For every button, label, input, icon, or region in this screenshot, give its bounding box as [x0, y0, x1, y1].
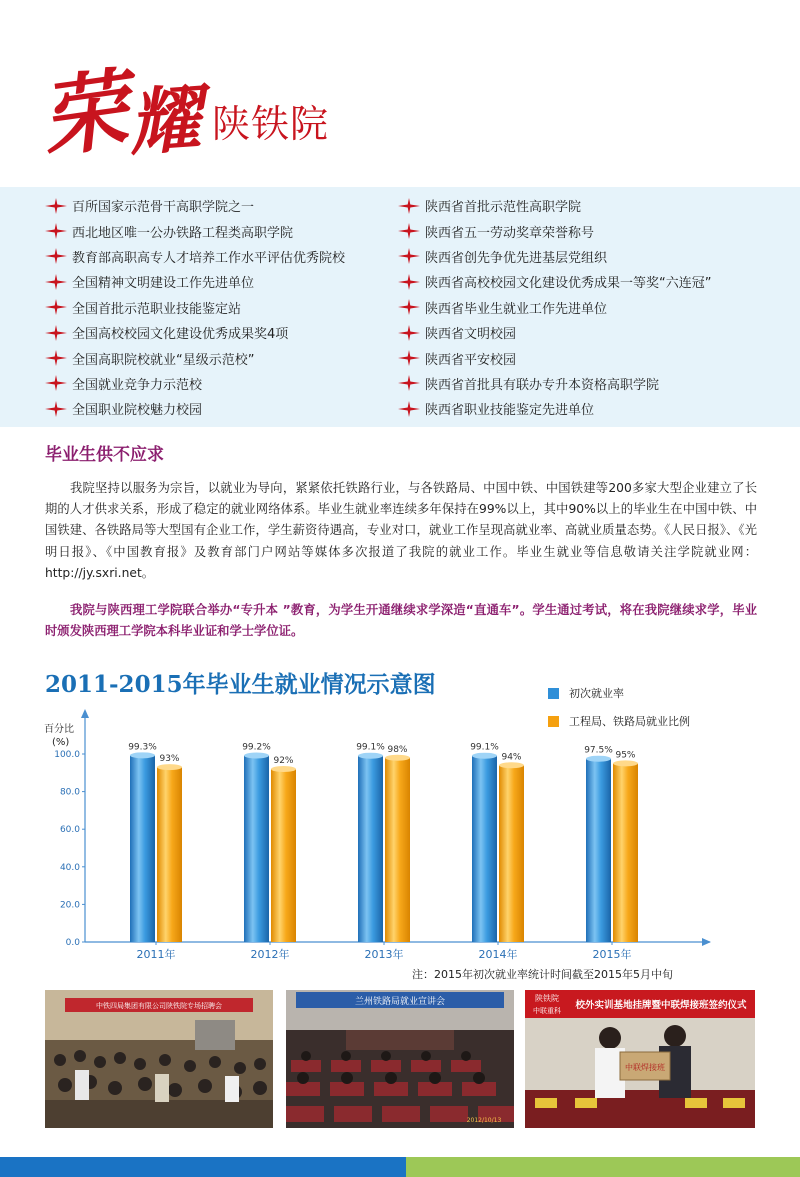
photo1-banner-text: 中铁四局集团有限公司陕铁院专场招聘会 — [96, 1002, 222, 1010]
upgrade-paragraph: 我院与陕西理工学院联合举办“专升本 ”教育，为学生开通继续求学深造“直通车”。学生通过考试，将在我院继续求学，毕业时颁发陕西理工学院本科毕业证和学士学位证。 — [45, 603, 757, 639]
star-bullet-icon — [45, 325, 67, 341]
bar-value-label: 97.5% — [584, 745, 613, 756]
star-bullet-icon — [398, 325, 420, 341]
honor-item — [398, 396, 711, 421]
honor-text: 陕西省首批具有联办专升本资格高职学院 — [425, 377, 660, 393]
bar-top-cap — [472, 753, 497, 759]
bar-railway-ratio — [499, 765, 524, 942]
chart-title: 2011-2015年毕业生就业情况示意图 — [45, 671, 436, 698]
photo3-banner-main: 校外实训基地挂牌暨中联焊接班签约仪式 — [575, 1000, 747, 1011]
honor-text: 百所国家示范骨干高职学院之一 — [72, 200, 255, 216]
star-bullet-icon — [45, 401, 67, 417]
title-char-2: 耀 — [125, 75, 204, 166]
photo-railway-briefing — [286, 990, 514, 1128]
honor-text: 全国首批示范职业技能鉴定站 — [72, 301, 242, 317]
bar-top-cap — [130, 752, 155, 758]
bar-value-label: 98% — [387, 744, 408, 755]
bar-top-cap — [271, 766, 296, 772]
bar-top-cap — [586, 756, 611, 762]
bar-top-cap — [499, 762, 524, 768]
honor-text: 陕西省毕业生就业工作先进单位 — [425, 301, 608, 317]
x-tick-label: 2014年 — [478, 948, 518, 960]
honor-item — [398, 320, 711, 345]
honor-text: 陕西省五一劳动奖章荣誉称号 — [425, 225, 595, 241]
honor-text: 全国高校校园文化建设优秀成果奖4项 — [72, 327, 289, 343]
employment-paragraph: 我院坚持以服务为宗旨，以就业为导向，紧紧依托铁路行业，与各铁路局、中国中铁、中国铁建等200多家大型企业建立了长期的人才供求关系，形成了稳定的就业网络体系。毕业生就业率连续多年保持在99%以上，其中90%以上的毕业生在中国中铁、中国铁建、各铁路局等大型国有企业工作，学生薪资待遇高，专业对口，就业工作呈现高就业率、高就业质量态势。《人民日报》、《光明日报》、《中国教育报》及教育部门户网站等媒体多次报道了我院的就业工作。毕业生就业等信息敬请关注学院就业网：http://jy.sxri.net。 — [45, 481, 757, 580]
star-bullet-icon — [398, 198, 420, 214]
legend-label: 初次就业率 — [569, 687, 624, 700]
star-bullet-icon — [398, 375, 420, 391]
y-axis-unit: (%) — [52, 737, 70, 748]
bar-value-label: 99.3% — [128, 742, 157, 753]
photo2-date: 2012/10/13 — [466, 1117, 502, 1124]
honor-item — [398, 244, 711, 269]
x-axis-arrow — [702, 938, 711, 946]
honors-left-column — [45, 193, 345, 422]
honor-text: 西北地区唯一公办铁路工程类高职学院 — [72, 225, 294, 241]
star-bullet-icon — [45, 375, 67, 391]
honor-text: 陕西省文明校园 — [425, 327, 517, 343]
star-bullet-icon — [398, 248, 420, 264]
y-tick-label: 0.0 — [65, 938, 80, 948]
honor-item — [45, 396, 345, 421]
y-tick-label: 20.0 — [59, 900, 80, 911]
y-axis-arrow — [81, 709, 89, 718]
y-tick-label: 40.0 — [59, 862, 80, 873]
y-tick-label: 60.0 — [59, 825, 80, 836]
honor-item — [45, 193, 345, 218]
photo-job-fair — [45, 990, 273, 1128]
star-bullet-icon — [45, 198, 67, 214]
honor-text: 全国高职院校就业“星级示范校” — [72, 352, 255, 368]
bar-top-cap — [358, 753, 383, 759]
honor-text: 陕西省首批示范性高职学院 — [425, 200, 582, 216]
honor-item — [398, 295, 711, 320]
star-bullet-icon — [45, 299, 67, 315]
honor-text: 全国就业竞争力示范校 — [72, 377, 203, 393]
bar-value-label: 94% — [501, 752, 522, 763]
star-bullet-icon — [45, 248, 67, 264]
star-bullet-icon — [45, 223, 67, 239]
x-tick-label: 2013年 — [364, 948, 404, 960]
honor-item — [398, 218, 711, 243]
bottom-bar-green — [406, 1157, 800, 1177]
legend-swatch-blue — [548, 688, 559, 699]
honor-item — [398, 371, 711, 396]
star-bullet-icon — [398, 223, 420, 239]
honor-item — [45, 345, 345, 370]
bar-value-label: 99.2% — [242, 742, 271, 753]
bar-top-cap — [157, 764, 182, 770]
honor-item — [398, 193, 711, 218]
x-tick-label: 2011年 — [136, 948, 176, 960]
star-bullet-icon — [45, 350, 67, 366]
honor-text: 陕西省平安校园 — [425, 352, 517, 368]
bar-railway-ratio — [157, 767, 182, 942]
bar-first-rate — [586, 759, 611, 942]
legend-label: 工程局、铁路局就业比例 — [569, 715, 690, 728]
y-tick-label: 80.0 — [59, 787, 80, 798]
honor-item — [45, 320, 345, 345]
y-tick-label: 100.0 — [54, 750, 80, 760]
bar-first-rate — [472, 756, 497, 942]
bar-railway-ratio — [385, 758, 410, 942]
honor-item — [45, 244, 345, 269]
bar-first-rate — [358, 756, 383, 942]
bar-first-rate — [244, 756, 269, 942]
chart-note: 注：2015年初次就业率统计时间截至2015年5月中旬 — [412, 968, 673, 981]
bar-value-label: 93% — [159, 754, 180, 765]
honor-text: 陕西省职业技能鉴定先进单位 — [425, 403, 595, 419]
bar-top-cap — [244, 753, 269, 759]
bottom-color-bar — [0, 1157, 800, 1177]
photo3-plaque: 中联焊接班 — [625, 1063, 665, 1072]
bar-railway-ratio — [271, 769, 296, 942]
bottom-bar-blue — [0, 1157, 406, 1177]
honor-item — [45, 371, 345, 396]
honor-item — [45, 295, 345, 320]
bar-value-label: 99.1% — [356, 742, 385, 753]
honor-text: 陕西省高校校园文化建设优秀成果一等奖“六连冠” — [425, 276, 712, 292]
honor-item — [45, 218, 345, 243]
photo2-banner-text: 兰州铁路局就业宣讲会 — [354, 997, 446, 1007]
honor-item — [398, 345, 711, 370]
bar-top-cap — [385, 755, 410, 761]
bar-value-label: 92% — [273, 756, 294, 767]
bar-railway-ratio — [613, 763, 638, 942]
bar-value-label: 99.1% — [470, 742, 499, 753]
star-bullet-icon — [398, 350, 420, 366]
title-school-name: 陕铁院 — [212, 102, 330, 146]
honor-text: 全国职业院校魅力校园 — [72, 403, 203, 419]
x-tick-label: 2015年 — [592, 948, 632, 960]
y-axis-label: 百分比 — [44, 724, 74, 735]
title-char-1: 荣 — [34, 58, 134, 171]
photo3-banner-bottom: 中联重科 — [533, 1007, 561, 1015]
star-bullet-icon — [398, 299, 420, 315]
legend-item-first-rate — [548, 685, 624, 701]
honor-item — [45, 269, 345, 294]
bar-top-cap — [613, 760, 638, 766]
honors-panel — [0, 187, 800, 427]
honors-right-column — [398, 193, 711, 422]
honor-text: 全国精神文明建设工作先进单位 — [72, 276, 255, 292]
honor-text: 教育部高职高专人才培养工作水平评估优秀院校 — [72, 250, 346, 266]
employment-bar-chart — [30, 700, 730, 960]
page-title — [34, 45, 440, 175]
bar-first-rate — [130, 755, 155, 942]
section-title: 毕业生供不应求 — [45, 445, 164, 465]
star-bullet-icon — [45, 274, 67, 290]
star-bullet-icon — [398, 401, 420, 417]
photo3-banner-top: 陕铁院 — [535, 994, 559, 1003]
star-bullet-icon — [398, 274, 420, 290]
x-tick-label: 2012年 — [250, 948, 290, 960]
photo-signing-ceremony — [525, 990, 755, 1128]
honor-text: 陕西省创先争优先进基层党组织 — [425, 250, 608, 266]
bar-value-label: 95% — [615, 750, 636, 761]
honor-item — [398, 269, 711, 294]
